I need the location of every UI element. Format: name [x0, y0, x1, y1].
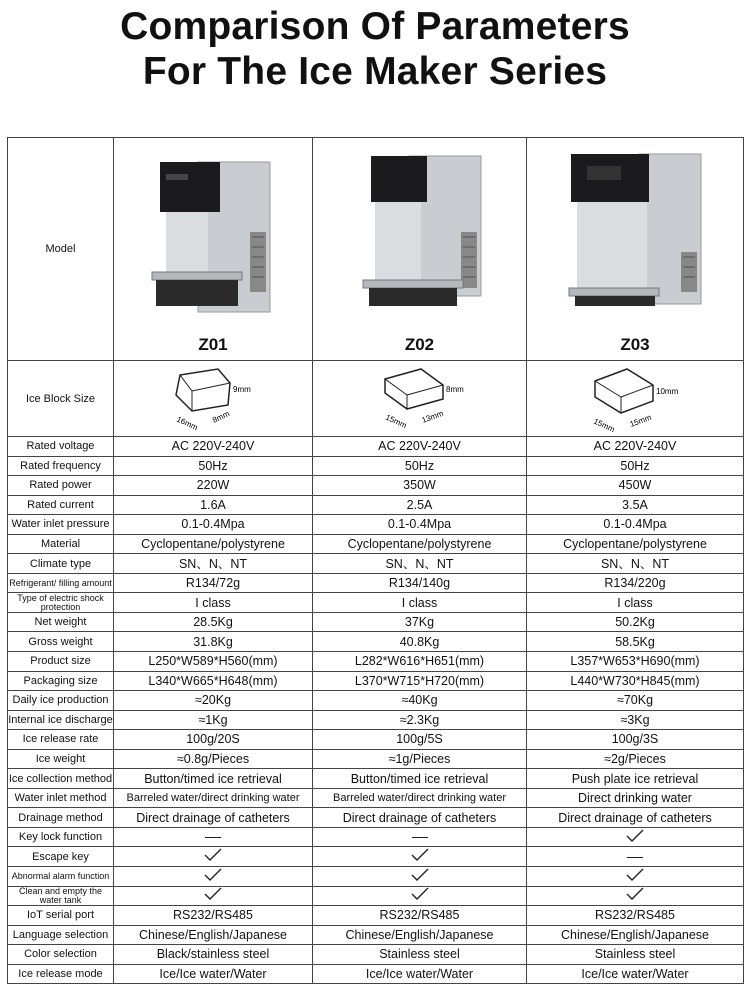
page-title-line2: For The Ice Maker Series [142, 50, 608, 93]
param-value: L440*W730*H845(mm) [527, 671, 744, 691]
page-title-line1: Comparison Of Parameters [120, 5, 630, 48]
param-value: 350W [313, 476, 527, 496]
ice-block-row [8, 361, 744, 437]
param-label: IoT serial port [8, 906, 114, 926]
param-value: 3.5A [527, 495, 744, 515]
param-label: Daily ice production [8, 691, 114, 711]
ice-dim-h: 10mm [656, 387, 679, 396]
ice-maker-z01-image [114, 152, 313, 322]
checkmark-icon [411, 848, 429, 862]
ice-maker-z02-image [313, 152, 527, 322]
param-value: Barreled water/direct drinking water [114, 788, 313, 808]
param-row [8, 495, 744, 515]
check-cell [527, 867, 744, 887]
model-name: Z03 [620, 335, 650, 354]
ice-cube-icon [527, 361, 744, 436]
param-value: 1.6A [114, 495, 313, 515]
param-value: 100g/5S [313, 730, 527, 750]
param-value: ≈1Kg [114, 710, 313, 730]
ice-dim-w: 16mm [175, 414, 200, 433]
checkmark-icon [626, 829, 644, 843]
param-label: Key lock function [8, 827, 114, 847]
param-label: Water inlet pressure [8, 515, 114, 535]
check-cell [114, 867, 313, 887]
param-value: L357*W653*H690(mm) [527, 652, 744, 672]
check-cell [527, 886, 744, 906]
param-value: Chinese/English/Japanese [114, 925, 313, 945]
param-value: SN、N、NT [527, 554, 744, 574]
param-value: 58.5Kg [527, 632, 744, 652]
param-row [8, 671, 744, 691]
param-value: Cyclopentane/polystyrene [313, 534, 527, 554]
param-value: RS232/RS485 [527, 906, 744, 926]
param-label: Water inlet method [8, 788, 114, 808]
param-label: Ice collection method [8, 769, 114, 789]
param-label: Drainage method [8, 808, 114, 828]
ice-dim-d: 13mm [420, 408, 445, 425]
param-value: ≈2.3Kg [313, 710, 527, 730]
ice-dim-h: 8mm [446, 385, 464, 394]
check-cell [313, 847, 527, 867]
param-value: 220W [114, 476, 313, 496]
param-row [8, 749, 744, 769]
param-value: 37Kg [313, 612, 527, 632]
model-cell-z01 [114, 138, 313, 361]
param-label: Gross weight [8, 632, 114, 652]
param-row [8, 612, 744, 632]
param-label: Rated current [8, 495, 114, 515]
param-row [8, 788, 744, 808]
model-label: Model [8, 138, 114, 361]
check-cell [114, 847, 313, 867]
param-value: Ice/Ice water/Water [527, 964, 744, 984]
param-value: Barreled water/direct drinking water [313, 788, 527, 808]
param-value: ≈0.8g/Pieces [114, 749, 313, 769]
param-value: Ice/Ice water/Water [114, 964, 313, 984]
param-row [8, 573, 744, 593]
param-value: Cyclopentane/polystyrene [114, 534, 313, 554]
param-row [8, 456, 744, 476]
param-value: 2.5A [313, 495, 527, 515]
param-label: Ice release rate [8, 730, 114, 750]
param-label: Climate type [8, 554, 114, 574]
param-value: Direct drinking water [527, 788, 744, 808]
param-value: ≈3Kg [527, 710, 744, 730]
parameter-table [7, 137, 744, 984]
dash-cell [313, 827, 527, 847]
param-value: SN、N、NT [313, 554, 527, 574]
checkmark-icon [204, 887, 222, 901]
param-value: I class [114, 593, 313, 613]
ice-dim-d: 8mm [211, 409, 231, 425]
param-value: Direct drainage of catheters [313, 808, 527, 828]
param-row [8, 554, 744, 574]
param-label: Abnormal alarm function [8, 867, 114, 887]
param-row [8, 515, 744, 535]
param-row [8, 534, 744, 554]
param-label: Rated power [8, 476, 114, 496]
param-value: 31.8Kg [114, 632, 313, 652]
param-label: Material [8, 534, 114, 554]
param-value: 0.1-0.4Mpa [527, 515, 744, 535]
ice-dim-w: 15mm [384, 412, 409, 431]
param-row [8, 964, 744, 984]
param-row [8, 710, 744, 730]
param-value: Cyclopentane/polystyrene [527, 534, 744, 554]
param-value: L250*W589*H560(mm) [114, 652, 313, 672]
param-row [8, 867, 744, 887]
param-value: 40.8Kg [313, 632, 527, 652]
checkmark-icon [626, 887, 644, 901]
param-row [8, 476, 744, 496]
check-cell [313, 867, 527, 887]
param-row [8, 925, 744, 945]
param-label: Product size [8, 652, 114, 672]
param-value: 50Hz [114, 456, 313, 476]
param-value: 100g/20S [114, 730, 313, 750]
checkmark-icon [204, 868, 222, 882]
ice-dim-d: 15mm [628, 412, 653, 429]
param-value: RS232/RS485 [313, 906, 527, 926]
model-name: Z02 [404, 335, 435, 354]
ice-block-cell [114, 361, 313, 437]
param-value: I class [527, 593, 744, 613]
param-value: Stainless steel [527, 945, 744, 965]
dash-cell [527, 847, 744, 867]
param-value: Stainless steel [313, 945, 527, 965]
param-value: Direct drainage of catheters [114, 808, 313, 828]
param-row [8, 886, 744, 906]
checkmark-icon [411, 868, 429, 882]
ice-dim-h: 9mm [233, 385, 251, 394]
param-value: RS232/RS485 [114, 906, 313, 926]
param-row [8, 632, 744, 652]
param-value: ≈2g/Pieces [527, 749, 744, 769]
param-label: Ice weight [8, 749, 114, 769]
param-value: Black/stainless steel [114, 945, 313, 965]
dash-cell [114, 827, 313, 847]
ice-maker-z03-image [527, 152, 744, 322]
param-value: ≈20Kg [114, 691, 313, 711]
param-value: Push plate ice retrieval [527, 769, 744, 789]
param-value: 450W [527, 476, 744, 496]
param-value: Ice/Ice water/Water [313, 964, 527, 984]
checkmark-icon [411, 887, 429, 901]
check-cell [114, 886, 313, 906]
param-value: Button/timed ice retrieval [313, 769, 527, 789]
param-label: Net weight [8, 612, 114, 632]
param-value: Direct drainage of catheters [527, 808, 744, 828]
param-value: L370*W715*H720(mm) [313, 671, 527, 691]
dash-icon [627, 857, 643, 858]
param-value: ≈40Kg [313, 691, 527, 711]
checkmark-icon [626, 868, 644, 882]
ice-block-cell [313, 361, 527, 437]
param-value: L340*W665*H648(mm) [114, 671, 313, 691]
param-label: Internal ice discharge [8, 710, 114, 730]
param-value: Button/timed ice retrieval [114, 769, 313, 789]
param-value: 50Hz [527, 456, 744, 476]
param-row [8, 593, 744, 613]
model-name: Z01 [198, 335, 228, 354]
ice-cube-icon [114, 361, 313, 436]
param-label: Escape key [8, 847, 114, 867]
model-cell-z02 [313, 138, 527, 361]
param-row [8, 827, 744, 847]
ice-dim-w: 15mm [592, 416, 617, 435]
param-row [8, 769, 744, 789]
ice-block-cell [527, 361, 744, 437]
param-value: Chinese/English/Japanese [313, 925, 527, 945]
param-label: Refrigerant/ filling amount [8, 573, 114, 593]
param-row [8, 906, 744, 926]
param-value: 0.1-0.4Mpa [313, 515, 527, 535]
param-value: L282*W616*H651(mm) [313, 652, 527, 672]
model-cell-z03 [527, 138, 744, 361]
param-label: Color selection [8, 945, 114, 965]
param-value: R134/220g [527, 573, 744, 593]
param-value: AC 220V-240V [313, 437, 527, 457]
check-cell [313, 886, 527, 906]
param-value: SN、N、NT [114, 554, 313, 574]
param-row [8, 652, 744, 672]
param-value: ≈1g/Pieces [313, 749, 527, 769]
param-value: 28.5Kg [114, 612, 313, 632]
ice-block-label: Ice Block Size [8, 361, 114, 437]
param-row [8, 691, 744, 711]
param-row [8, 847, 744, 867]
ice-cube-icon [313, 361, 527, 436]
param-value: 50Hz [313, 456, 527, 476]
checkmark-icon [204, 848, 222, 862]
param-label: Type of electric shock protection [8, 593, 114, 613]
dash-icon [205, 837, 221, 838]
param-label: Ice release mode [8, 964, 114, 984]
param-value: AC 220V-240V [527, 437, 744, 457]
param-label: Rated frequency [8, 456, 114, 476]
dash-icon [412, 837, 428, 838]
param-label: Rated voltage [8, 437, 114, 457]
param-value: I class [313, 593, 527, 613]
param-label: Clean and empty the water tank [8, 886, 114, 906]
param-value: R134/72g [114, 573, 313, 593]
param-value: R134/140g [313, 573, 527, 593]
param-row [8, 945, 744, 965]
param-label: Packaging size [8, 671, 114, 691]
param-value: 100g/3S [527, 730, 744, 750]
param-label: Language selection [8, 925, 114, 945]
param-value: Chinese/English/Japanese [527, 925, 744, 945]
param-row [8, 437, 744, 457]
param-row [8, 808, 744, 828]
param-value: 0.1-0.4Mpa [114, 515, 313, 535]
param-row [8, 730, 744, 750]
check-cell [527, 827, 744, 847]
model-row [8, 138, 744, 361]
param-value: ≈70Kg [527, 691, 744, 711]
param-value: 50.2Kg [527, 612, 744, 632]
param-value: AC 220V-240V [114, 437, 313, 457]
